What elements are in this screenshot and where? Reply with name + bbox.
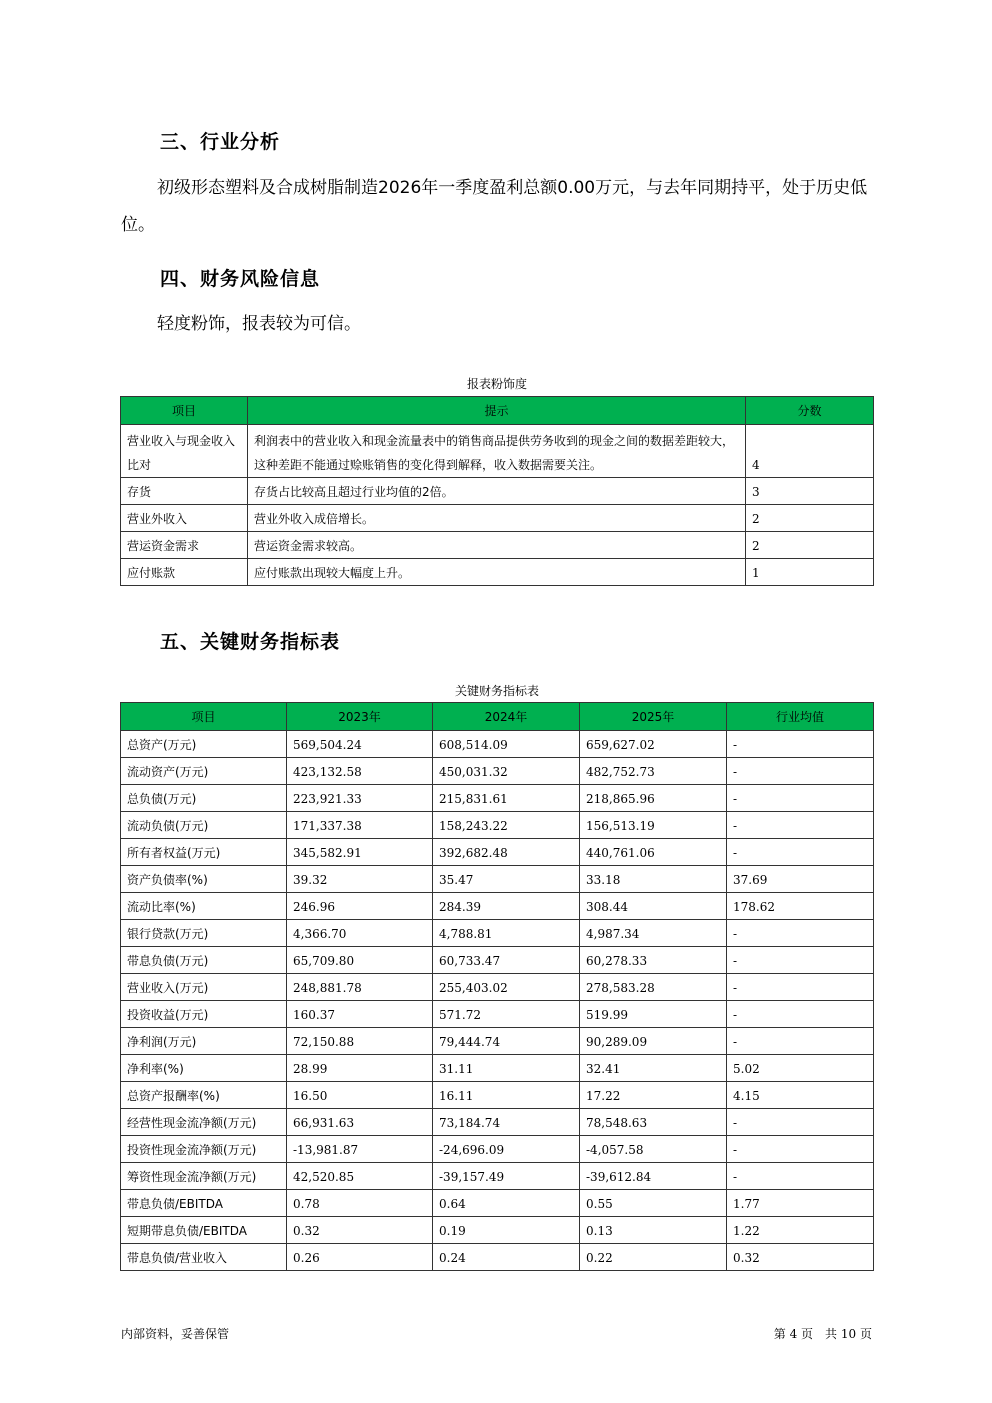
kfi-2025-cell: 482,752.73: [580, 758, 727, 785]
risk-score-cell: 3: [746, 478, 874, 505]
kfi-2025-cell: 519.99: [580, 1001, 727, 1028]
kfi-industry-cell: 1.22: [727, 1217, 874, 1244]
kfi-item-cell: 资产负债率(%): [121, 866, 287, 893]
kfi-industry-cell: 1.77: [727, 1190, 874, 1217]
kfi-2024-cell: 60,733.47: [433, 947, 580, 974]
kfi-2024-cell: 215,831.61: [433, 785, 580, 812]
kfi-table-header: [121, 703, 874, 731]
table-row: [121, 893, 874, 920]
header-year-2025: 2025年: [580, 703, 727, 731]
kfi-industry-cell: -: [727, 839, 874, 866]
table-row: [121, 839, 874, 866]
kfi-2025-cell: 17.22: [580, 1082, 727, 1109]
risk-item-cell: 营运资金需求: [121, 532, 248, 559]
kfi-2023-cell: 569,504.24: [287, 731, 433, 758]
table-row: [121, 559, 874, 586]
kfi-industry-cell: -: [727, 1163, 874, 1190]
kfi-2024-cell: 392,682.48: [433, 839, 580, 866]
table-row: [121, 1163, 874, 1190]
page-suffix: 页: [859, 1327, 872, 1341]
table-row: [121, 1028, 874, 1055]
kfi-2024-cell: 79,444.74: [433, 1028, 580, 1055]
risk-hint-cell: 营运资金需求较高。: [248, 532, 746, 559]
kfi-2023-cell: 65,709.80: [287, 947, 433, 974]
risk-score-cell: 4: [746, 425, 874, 478]
kfi-item-cell: 总资产报酬率(%): [121, 1082, 287, 1109]
kfi-2024-cell: -39,157.49: [433, 1163, 580, 1190]
table-row: [121, 866, 874, 893]
kfi-industry-cell: 178.62: [727, 893, 874, 920]
kfi-2025-cell: 0.13: [580, 1217, 727, 1244]
risk-item-cell: 存货: [121, 478, 248, 505]
page-prefix: 第: [773, 1327, 786, 1341]
kfi-industry-cell: -: [727, 758, 874, 785]
kfi-item-cell: 所有者权益(万元): [121, 839, 287, 866]
header-item: 项目: [121, 703, 287, 731]
table-row: [121, 812, 874, 839]
kfi-2023-cell: 171,337.38: [287, 812, 433, 839]
table-row: [121, 947, 874, 974]
kfi-2025-cell: 32.41: [580, 1055, 727, 1082]
table-row: [121, 1055, 874, 1082]
kfi-item-cell: 带息负债/营业收入: [121, 1244, 287, 1271]
page-mid: 页 共: [801, 1327, 838, 1341]
kfi-2024-cell: 4,788.81: [433, 920, 580, 947]
table-row: [121, 731, 874, 758]
kfi-industry-cell: -: [727, 1001, 874, 1028]
kfi-2023-cell: 42,520.85: [287, 1163, 433, 1190]
risk-item-cell: 营业收入与现金收入比对: [121, 425, 248, 478]
header-item: 项目: [121, 397, 248, 425]
kfi-item-cell: 银行贷款(万元): [121, 920, 287, 947]
kfi-2023-cell: 16.50: [287, 1082, 433, 1109]
kfi-2025-cell: 4,987.34: [580, 920, 727, 947]
kfi-2025-cell: 156,513.19: [580, 812, 727, 839]
kfi-2024-cell: 0.24: [433, 1244, 580, 1271]
kfi-item-cell: 流动比率(%): [121, 893, 287, 920]
table-row: [121, 758, 874, 785]
kfi-2025-cell: 218,865.96: [580, 785, 727, 812]
kfi-2024-cell: 158,243.22: [433, 812, 580, 839]
risk-score-cell: 2: [746, 532, 874, 559]
kfi-2023-cell: 0.78: [287, 1190, 433, 1217]
kfi-2024-cell: 73,184.74: [433, 1109, 580, 1136]
kfi-2024-cell: 16.11: [433, 1082, 580, 1109]
kfi-2023-cell: 345,582.91: [287, 839, 433, 866]
section3-paragraph: 初级形态塑料及合成树脂制造2026年一季度盈利总额0.00万元，与去年同期持平，处于历史低位。: [121, 178, 868, 235]
risk-item-cell: 应付账款: [121, 559, 248, 586]
kfi-2024-cell: 255,403.02: [433, 974, 580, 1001]
kfi-industry-cell: 37.69: [727, 866, 874, 893]
footer-confidential: 内部资料，妥善保管: [121, 1327, 230, 1341]
kfi-2025-cell: 90,289.09: [580, 1028, 727, 1055]
kfi-2023-cell: 423,132.58: [287, 758, 433, 785]
table-row: [121, 1082, 874, 1109]
section3-heading: 三、行业分析: [160, 131, 281, 153]
kfi-2025-cell: 440,761.06: [580, 839, 727, 866]
section5-heading: 五、关键财务指标表: [160, 631, 341, 653]
kfi-2025-cell: 308.44: [580, 893, 727, 920]
kfi-2023-cell: -13,981.87: [287, 1136, 433, 1163]
risk-score-cell: 2: [746, 505, 874, 532]
footer-page-number: [774, 1325, 872, 1342]
kfi-item-cell: 筹资性现金流净额(万元): [121, 1163, 287, 1190]
kfi-2023-cell: 246.96: [287, 893, 433, 920]
kfi-industry-cell: -: [727, 785, 874, 812]
risk-table-caption: 报表粉饰度: [466, 377, 527, 391]
kfi-2024-cell: 608,514.09: [433, 731, 580, 758]
kfi-2024-cell: 35.47: [433, 866, 580, 893]
table-row: [121, 1244, 874, 1271]
kfi-industry-cell: -: [727, 920, 874, 947]
kfi-2025-cell: -39,612.84: [580, 1163, 727, 1190]
kfi-2024-cell: 284.39: [433, 893, 580, 920]
kfi-table-caption: 关键财务指标表: [454, 684, 539, 698]
risk-hint-cell: 存货占比较高且超过行业均值的2倍。: [248, 478, 746, 505]
table-row: [121, 1136, 874, 1163]
kfi-2025-cell: 0.22: [580, 1244, 727, 1271]
risk-hint-cell: 利润表中的营业收入和现金流量表中的销售商品提供劳务收到的现金之间的数据差距较大，这种差距不能通过赊账销售的变化得到解释，收入数据需要关注。: [248, 425, 746, 478]
kfi-industry-cell: -: [727, 947, 874, 974]
kfi-item-cell: 投资收益(万元): [121, 1001, 287, 1028]
header-score: 分数: [746, 397, 874, 425]
kfi-item-cell: 净利润(万元): [121, 1028, 287, 1055]
section4-heading: 四、财务风险信息: [160, 268, 321, 290]
kfi-item-cell: 总负债(万元): [121, 785, 287, 812]
table-row: [121, 1217, 874, 1244]
kfi-2025-cell: 278,583.28: [580, 974, 727, 1001]
table-row: [121, 505, 874, 532]
kfi-2025-cell: 78,548.63: [580, 1109, 727, 1136]
kfi-2025-cell: 60,278.33: [580, 947, 727, 974]
page-current: 4: [789, 1327, 798, 1341]
kfi-industry-cell: -: [727, 731, 874, 758]
kfi-industry-cell: -: [727, 974, 874, 1001]
table-row: [121, 785, 874, 812]
kfi-2023-cell: 223,921.33: [287, 785, 433, 812]
kfi-2025-cell: 659,627.02: [580, 731, 727, 758]
kfi-item-cell: 流动资产(万元): [121, 758, 287, 785]
risk-hint-cell: 应付账款出现较大幅度上升。: [248, 559, 746, 586]
risk-table: [120, 396, 874, 586]
header-industry-avg: 行业均值: [727, 703, 874, 731]
kfi-item-cell: 总资产(万元): [121, 731, 287, 758]
kfi-2024-cell: 0.64: [433, 1190, 580, 1217]
kfi-2025-cell: 0.55: [580, 1190, 727, 1217]
kfi-industry-cell: -: [727, 1028, 874, 1055]
table-row: [121, 920, 874, 947]
kfi-2024-cell: 571.72: [433, 1001, 580, 1028]
kfi-industry-cell: -: [727, 812, 874, 839]
table-row: [121, 1109, 874, 1136]
risk-item-cell: 营业外收入: [121, 505, 248, 532]
kfi-2024-cell: 0.19: [433, 1217, 580, 1244]
kfi-2025-cell: -4,057.58: [580, 1136, 727, 1163]
kfi-2023-cell: 72,150.88: [287, 1028, 433, 1055]
kfi-item-cell: 带息负债(万元): [121, 947, 287, 974]
kfi-industry-cell: 5.02: [727, 1055, 874, 1082]
kfi-2023-cell: 248,881.78: [287, 974, 433, 1001]
page-total: 10: [840, 1327, 857, 1341]
kfi-item-cell: 流动负债(万元): [121, 812, 287, 839]
kfi-2023-cell: 0.26: [287, 1244, 433, 1271]
kfi-2023-cell: 39.32: [287, 866, 433, 893]
kfi-industry-cell: -: [727, 1109, 874, 1136]
section4-paragraph: 轻度粉饰，报表较为可信。: [157, 314, 361, 334]
kfi-2024-cell: 31.11: [433, 1055, 580, 1082]
kfi-2025-cell: 33.18: [580, 866, 727, 893]
kfi-2023-cell: 66,931.63: [287, 1109, 433, 1136]
kfi-industry-cell: -: [727, 1136, 874, 1163]
kfi-item-cell: 带息负债/EBITDA: [121, 1190, 287, 1217]
kfi-2023-cell: 0.32: [287, 1217, 433, 1244]
kfi-2023-cell: 28.99: [287, 1055, 433, 1082]
kfi-item-cell: 经营性现金流净额(万元): [121, 1109, 287, 1136]
table-row: [121, 478, 874, 505]
kfi-item-cell: 营业收入(万元): [121, 974, 287, 1001]
kfi-item-cell: 净利率(%): [121, 1055, 287, 1082]
risk-score-cell: 1: [746, 559, 874, 586]
risk-table-header: [121, 397, 874, 425]
header-year-2024: 2024年: [433, 703, 580, 731]
kfi-2024-cell: 450,031.32: [433, 758, 580, 785]
kfi-industry-cell: 4.15: [727, 1082, 874, 1109]
kfi-2023-cell: 160.37: [287, 1001, 433, 1028]
header-year-2023: 2023年: [287, 703, 433, 731]
table-row: [121, 532, 874, 559]
kfi-item-cell: 投资性现金流净额(万元): [121, 1136, 287, 1163]
table-row: [121, 974, 874, 1001]
table-row: [121, 1190, 874, 1217]
kfi-table: [120, 702, 874, 1271]
kfi-industry-cell: 0.32: [727, 1244, 874, 1271]
kfi-2024-cell: -24,696.09: [433, 1136, 580, 1163]
header-hint: 提示: [248, 397, 746, 425]
kfi-2023-cell: 4,366.70: [287, 920, 433, 947]
risk-hint-cell: 营业外收入成倍增长。: [248, 505, 746, 532]
table-row: [121, 1001, 874, 1028]
table-row: [121, 425, 874, 478]
kfi-item-cell: 短期带息负债/EBITDA: [121, 1217, 287, 1244]
